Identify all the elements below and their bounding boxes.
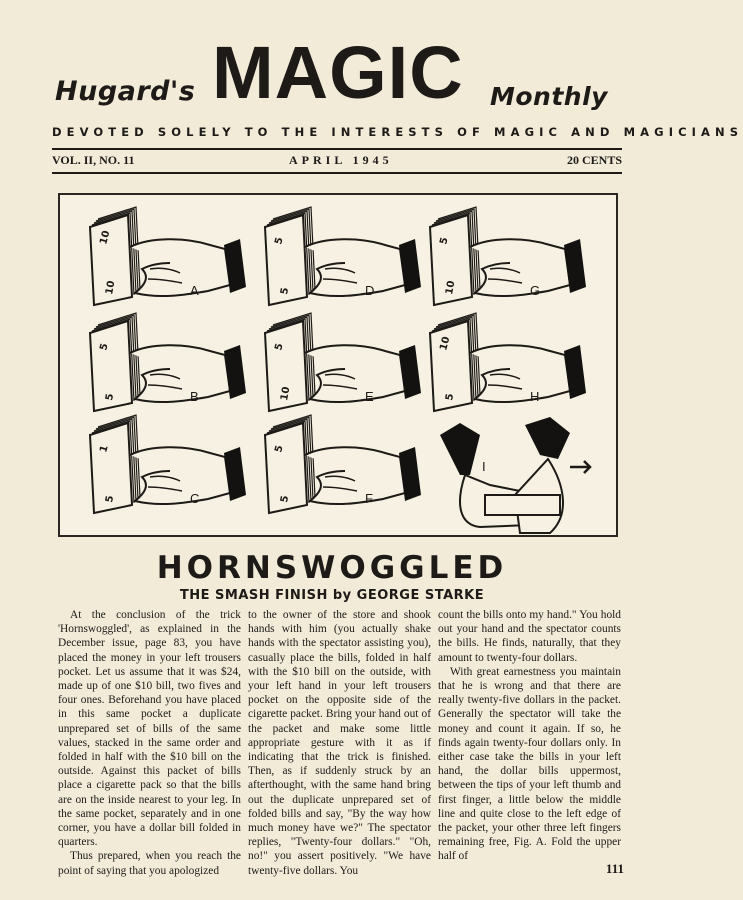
top-rule (52, 148, 622, 150)
bill-denomination-label: 5 (273, 236, 286, 246)
panel-label-b: B (190, 389, 199, 404)
panel-label-d: D (365, 283, 375, 298)
column-3-paragraph-1: count the bills onto my hand." You hold out your hand and the spectator counts the bills. He finds, naturally, that they amount to twenty-four dollars. (438, 609, 621, 664)
bill-denomination-label: 5 (273, 444, 286, 454)
masthead-tagline: DEVOTED SOLELY TO THE INTERESTS OF MAGIC AND MAGICIANS (52, 125, 743, 139)
bill-denomination-label: 5 (273, 342, 286, 352)
masthead-right-title: Monthly (490, 82, 608, 111)
hand (130, 345, 230, 402)
sleeve-right (525, 417, 570, 459)
panel-label-g: G (530, 283, 541, 298)
column-3-paragraph-2: With great earnestness you maintain that he is wrong and that there are really twenty-five dollars in the packet. Generally the spectator will take the money and count it again. If so, he finds again twenty-four dollars only. In either case take the bills in your left hand, the dollar bills uppermost, between the tips of your left thumb and first finger, a little below the middle line and quite close to the left edge of the packet, your other three left fingers remaining free, Fig. A. Fold the upper half of (438, 665, 621, 863)
panel-h (430, 313, 586, 411)
bill-denomination-label: 10 (98, 229, 113, 246)
bill-denomination-label: 5 (98, 342, 111, 352)
hand (305, 447, 405, 504)
column-2-paragraph-1: to the owner of the store and shook hands with him (you actually shake hands with the spectator assisting you), casually place the bills, folded in half with the $10 bill on the outside, with your left hand in your left trousers pocket on the opposite side of the cigarette packet. Bring your hand out of the packet and make some little appropriate gesture with it as if indicating that the trick is finished. Then, as if suddenly struck by an afterthought, with the same hand bring out the duplicate unprepared set of folded bills and say, "By the way how much money have we?" The spectator replies, "Twenty-four dollars." "Oh, no!" you assert positively. "We have twenty-five dollars. You (248, 609, 431, 877)
issue-volume: VOL. II, NO. 11 (52, 153, 135, 167)
panel-i (440, 417, 590, 533)
bill-denomination-label: 5 (104, 392, 117, 402)
illustration-panel (58, 193, 618, 537)
panel-f (265, 415, 421, 513)
bill-denomination-label: 10 (444, 279, 458, 296)
panel-label-e: E (365, 389, 374, 404)
masthead (0, 0, 743, 140)
bottom-rule (52, 172, 622, 174)
hand (470, 239, 570, 296)
bill-denomination-label: 5 (279, 286, 292, 296)
panel-b (90, 313, 246, 411)
masthead-main-title: MAGIC (212, 31, 464, 114)
panel-label-c: C (190, 491, 200, 506)
bill-denomination-label: 5 (104, 494, 117, 504)
bill-denomination-label: 5 (279, 494, 292, 504)
panel-a (90, 207, 246, 305)
hand (305, 239, 405, 296)
issue-date: APRIL 1945 (289, 153, 393, 167)
hand (470, 345, 570, 402)
panel-d (265, 207, 421, 305)
panel-label-h: H (530, 389, 540, 404)
panel-g (430, 207, 586, 305)
hand-illustrations (60, 195, 616, 535)
article-column-3 (438, 608, 621, 864)
masthead-left-title: Hugard's (55, 76, 196, 107)
article-column-1 (58, 608, 241, 878)
hand (305, 345, 405, 402)
article-column-2 (248, 608, 431, 878)
column-1-paragraph-2: Thus prepared, when you reach the point of saying that you apologized (58, 850, 241, 877)
sleeve-left (440, 423, 480, 475)
bill-denomination-label: 5 (438, 236, 451, 246)
bill-denomination-label: 10 (104, 279, 118, 296)
bill-denomination-label: 1 (98, 444, 111, 454)
bill-denomination-label: 10 (279, 385, 293, 402)
hand (130, 239, 230, 296)
issue-line (52, 153, 622, 169)
panel-c (90, 415, 246, 513)
panel-e (265, 313, 421, 411)
arrow-right-icon (570, 461, 590, 473)
issue-price: 20 CENTS (566, 153, 622, 167)
panel-label-a: A (190, 283, 199, 298)
folded-bill (485, 495, 560, 515)
hand (130, 447, 230, 504)
bill-denomination-label: 5 (444, 392, 457, 402)
panel-label-f: F (365, 491, 373, 506)
panel-label-i: I (482, 459, 486, 474)
article-title: HORNSWOGGLED (156, 550, 508, 586)
column-1-paragraph-1: At the conclusion of the trick 'Hornswoggled', as explained in the December issue, page 83, you have placed the money in your left trousers pocket. Let us assume that it was $24, made up of one $10 bill, two fives and four ones. Beforehand you have placed in this same pocket a duplicate unprepared set of bills of the same values, stacked in the same order and folded in half with the $10 bill on the outside. Against this packet of bills place a cigarette pack so that the bills are on the inside nearest to your leg. In the same pocket, separately and in one corner, you have a dollar bill folded in quarters. (58, 609, 241, 849)
page-number: 111 (605, 861, 624, 876)
article-subtitle: THE SMASH FINISH by GEORGE STARKE (179, 588, 485, 603)
bill-denomination-label: 10 (438, 335, 453, 352)
